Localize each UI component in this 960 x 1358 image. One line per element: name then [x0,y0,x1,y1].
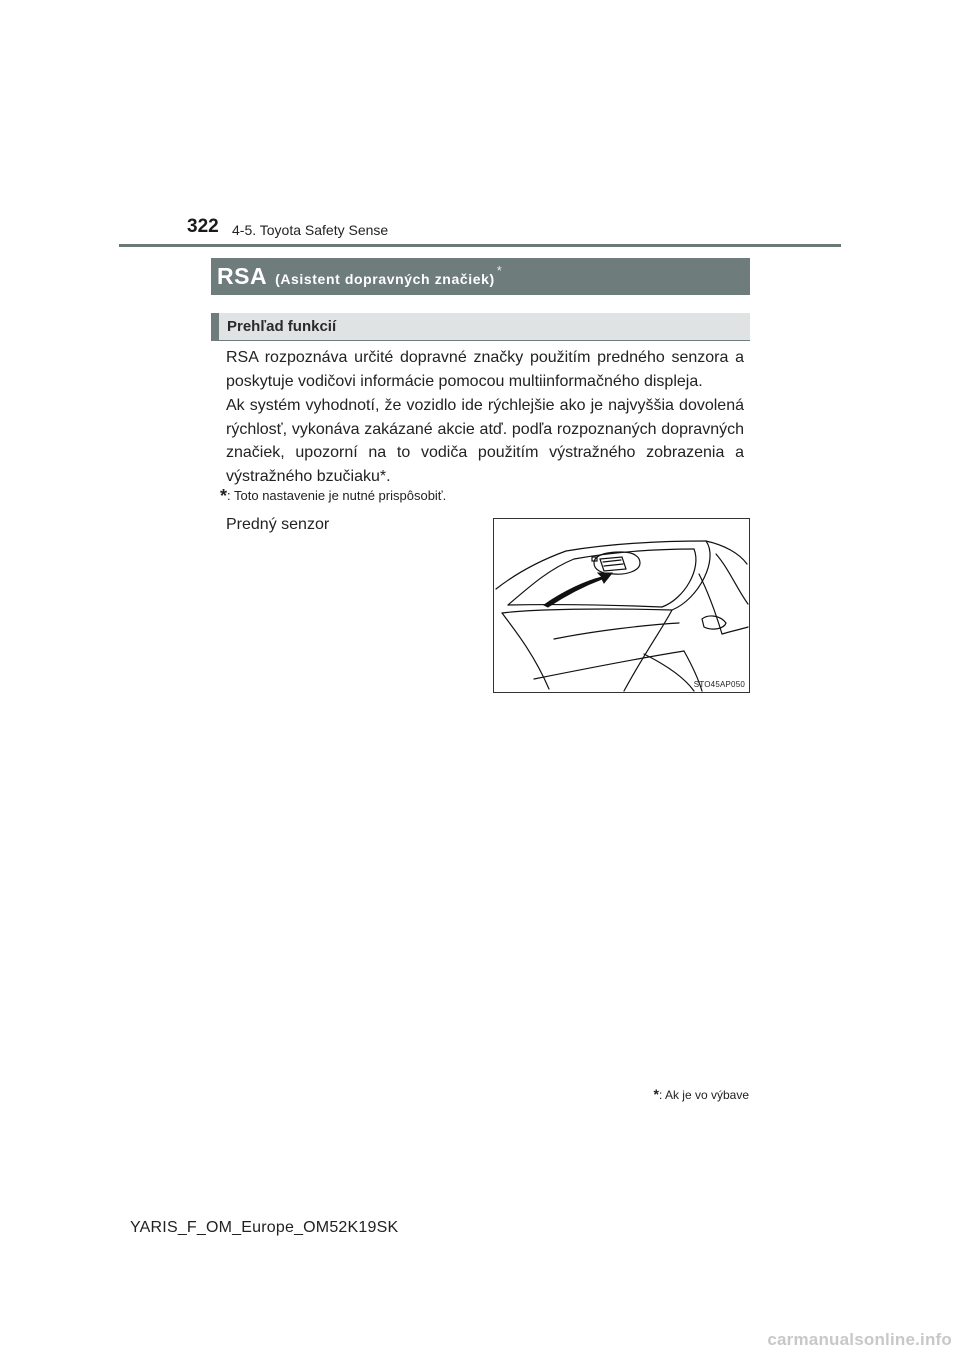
section-title-bar [211,258,750,295]
front-sensor-illustration [493,518,750,693]
footnote-equipment [654,1086,750,1102]
equipment-asterisk: * [653,1086,659,1102]
subheader: Prehľad funkcií [211,313,750,340]
subheader-rule [211,340,750,341]
figure-code: STO45AP050 [693,680,745,689]
page-number: 322 [187,216,219,237]
section-label: 4-5. Toyota Safety Sense [232,222,389,238]
title-asterisk: * [496,262,503,278]
footnote-setting-text: : Toto nastavenie je nutné prispôsobiť. [227,488,447,503]
paragraph-warning: Ak systém vyhodnotí, že vozidlo ide rýchlejšie ako je najvyššia dovolená rýchlosť, vykonáva zakázané akcie atď. podľa rozpoznaných dopravných značiek, upozorní na to vodiča použitím výstražného zobrazenia a výstražného bzučiaku*. [226,397,744,485]
windshield-drawing [494,519,749,692]
paragraph-overview: RSA rozpoznáva určité dopravné značky použitím predného senzora a poskytuje vodičovi informácie pomocou multiinformačného displeja. [226,349,744,390]
figure-label: Predný senzor [226,516,330,533]
footnote-setting [220,486,446,507]
document-id: YARIS_F_OM_Europe_OM52K19SK [130,1219,399,1236]
section-subtitle-text: (Asistent dopravných značiek) [275,270,495,287]
watermark: carmanualsonline.info [767,1330,952,1349]
section-subtitle [275,262,503,287]
footnote-asterisk: * [220,486,228,506]
footnote-equipment-text: : Ak je vo výbave [658,1088,749,1102]
header-rule [119,244,841,247]
section-title: RSA [217,263,268,289]
